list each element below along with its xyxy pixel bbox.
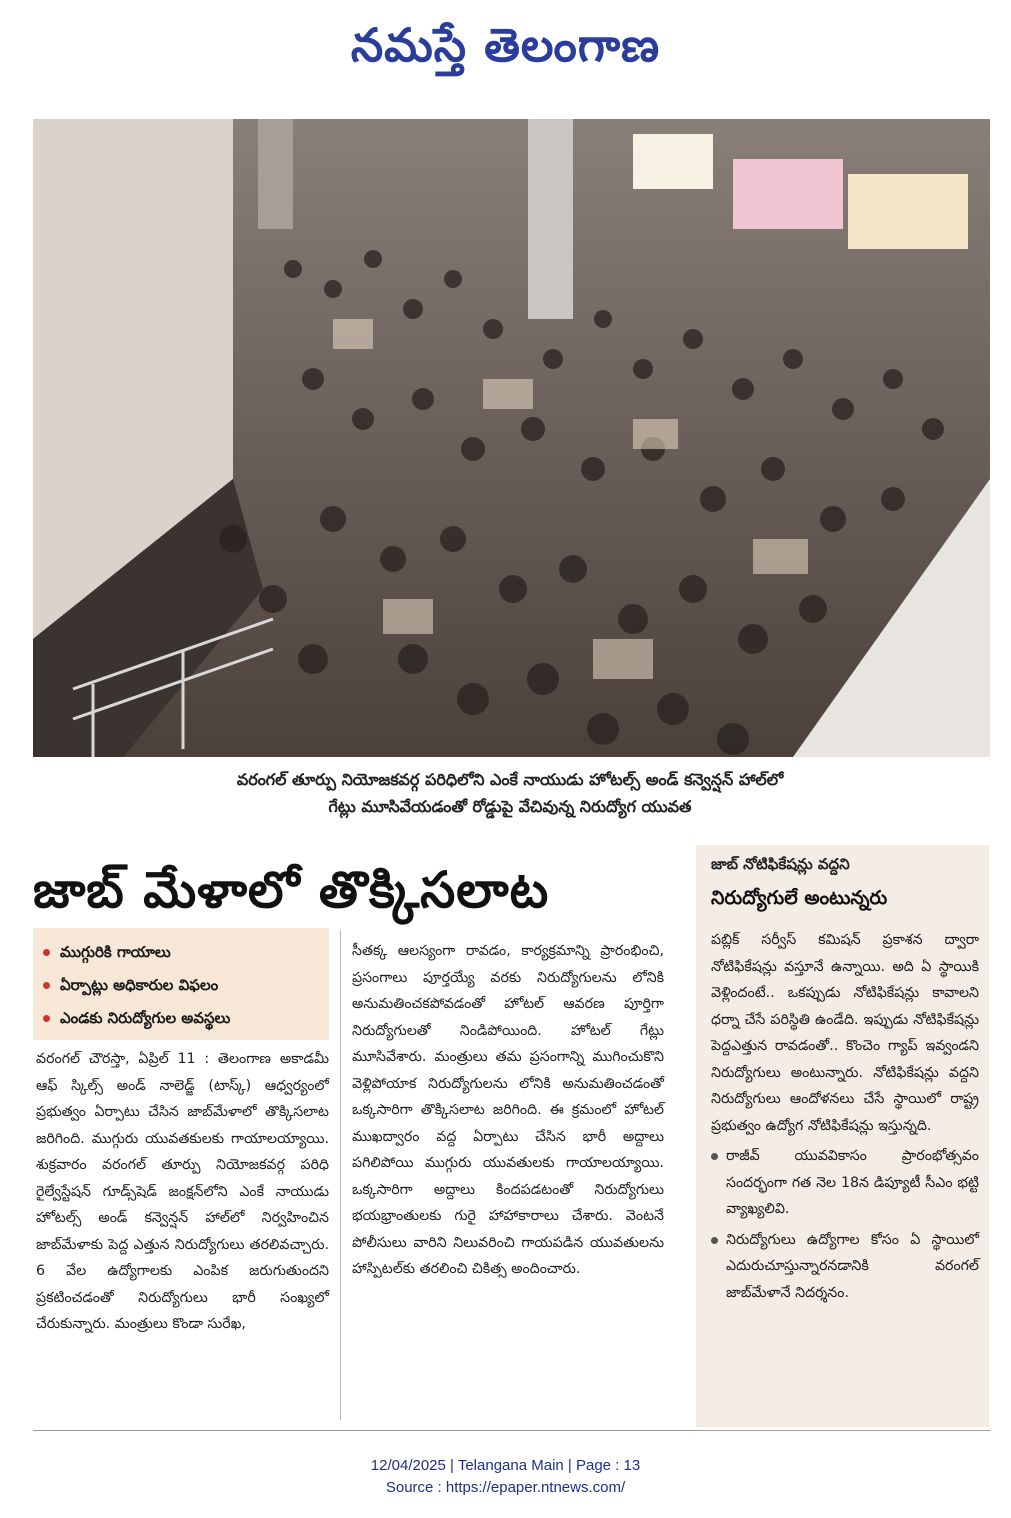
article-headline: జాబ్ మేళాలో తొక్కిసలాట [33, 861, 550, 919]
crowd-photo-icon [33, 119, 990, 757]
highlights-box [33, 928, 329, 1040]
sidebar-title: నిరుద్యోగులే అంటున్నరు [711, 887, 888, 909]
highlight-item [33, 1002, 329, 1035]
masthead-title: నమస్తే తెలంగాణ [350, 18, 661, 72]
crowd-photo [33, 119, 990, 757]
highlight-item [33, 936, 329, 969]
sidebar-body [711, 927, 979, 1306]
article-column-2: సీతక్క ఆలస్యంగా రావడం, కార్యక్రమాన్ని ప్రారంభించి, ప్రసంగాలు పూర్తయ్యే వరకు నిరుద్యోగులను లోనికి అనుమతించకపోవడంతో హోటల్ ఆవరణ పూర్తిగా నిరుద్యోగులతో నిండిపోయింది. హోటల్ గేట్లు మూసివేశారు. మంత్రులు తమ ప్రసంగాన్ని ముగించుకొని వెళ్లిపోయాక నిరుద్యోగులను లోనికి అనుమతించడంతో ఒక్కసారిగా తొక్కిసలాట జరిగింది. ఈ క్రమంలో హోటల్ ముఖద్వారం వద్ద ఏర్పాటు చేసిన భారీ అద్దాలు పగిలిపోయి ముగ్గురు యువతులకు గాయాలయ్యాయి. ఒక్కసారిగా అద్దాలు కిందపడటంతో నిరుద్యోగులు భయభ్రాంతులకు గురై హాహాకారాలు చేశారు. వెంటనే పోలీసులు వారిని నిలువరించి గాయపడిన యువతులను హాస్పిటల్‌కు తరలించి చికిత్స అందించారు. [352, 943, 664, 1277]
sidebar-box [696, 845, 989, 1427]
article-column-1: వరంగల్ చౌరస్తా, ఏప్రిల్ 11 : తెలంగాణ అకాడమీ ఆఫ్ స్కిల్స్ అండ్ నాలెడ్జ్ (టాస్క్) ఆధ్వర్యంలో ప్రభుత్వం ఏర్పాటు చేసిన జాబ్‌మేళాలో తొక్కిసలాట జరిగింది. ముగ్గురు యువతకులకు గాయాలయ్యాయి. శుక్రవారం వరంగల్ తూర్పు నియోజకవర్గ పరిధి రైల్వేస్టేషన్ గూడ్స్‌షెడ్ జంక్షన్‌లోని ఎంకే నాయుడు హోటల్స్ అండ్ కన్వెన్షన్ హాల్‌లో నిర్వహించిన జాబ్‌మేళాకు పెద్ద ఎత్తున నిరుద్యోగులు తరలివచ్చారు. 6 వేల ఉద్యోగాలకు ఎంపిక జరుగుతుందని ప్రకటించడంతో నిరుద్యోగులు భారీ సంఖ్యలో చేరుకున్నారు. మంత్రులు కొండా సురేఖ, [36, 1051, 329, 1332]
bullet-icon [43, 1015, 50, 1022]
caption-line-2: గేట్లు మూసివేయడంతో రోడ్డుపై వేచివున్న నిరుద్యోగ యువత [328, 797, 692, 816]
bullet-icon [43, 982, 50, 989]
highlight-text: ముగ్గురికి గాయాలు [60, 943, 171, 961]
highlight-item [33, 969, 329, 1002]
sidebar-note-text: రాజీవ్ యువవికాసం ప్రారంభోత్సవం సందర్భంగా గత నెల 18న డిప్యూటీ సీఎం భట్టి వ్యాఖ్యలివి. [726, 1148, 979, 1217]
column-divider [340, 930, 341, 1420]
highlight-text: ఎండకు నిరుద్యోగుల అవస్థలు [60, 1009, 231, 1027]
highlight-text: ఏర్పాట్లు అధికారుల విఫలం [60, 976, 219, 994]
footer-date-edition: 12/04/2025 | Telangana Main | Page : 13 [370, 1457, 641, 1474]
bullet-icon [711, 1153, 718, 1160]
photo-caption [60, 766, 960, 820]
sidebar-note-text: నిరుద్యోగులు ఉద్యోగాల కోసం ఏ స్థాయిలో ఎదురుచూస్తున్నారనడానికి వరంగల్ జాబ్‌మేళానే నిదర్శనం. [726, 1231, 979, 1301]
page-footer [0, 1455, 1011, 1499]
sidebar-note [711, 1143, 979, 1223]
bullet-icon [43, 949, 50, 956]
sidebar-note [711, 1227, 979, 1307]
sidebar-paragraph: పబ్లిక్ సర్వీస్ కమిషన్ ప్రకాశన ద్వారా నోటిఫికేషన్లు వస్తూనే ఉన్నాయి. అది ఏ స్థాయికి వెళ్లిందంటే.. ఒకప్పుడు నోటిఫికేషన్లు కావాలని ధర్నా చేసే పరిస్థితి ఉండేది. ఇప్పుడు నోటిఫికేషన్లు పెద్దఎత్తున రావడంతో.. కొంచెం గ్యాప్ ఇవ్వండని నిరుద్యోగులు అంటున్నారు. నోటిఫికేషన్లు వద్దని నిరుద్యోగులు ఆందోళనలు చేసే స్థాయిలో రాష్ట్ర ప్రభుత్వం ఉద్యోగ నోటిఫికేషన్లు ఇస్తున్నది. [711, 932, 979, 1134]
footer-divider [33, 1430, 990, 1431]
caption-line-1: వరంగల్ తూర్పు నియోజకవర్గ పరిధిలోని ఎంకే నాయుడు హోటల్స్ అండ్ కన్వెన్షన్ హాల్‌లో [236, 770, 784, 789]
bullet-icon [711, 1237, 718, 1244]
sidebar-kicker: జాబ్ నోటిఫికేషన్లు వద్దని [711, 855, 850, 873]
footer-source-link[interactable]: Source : https://epaper.ntnews.com/ [385, 1479, 626, 1496]
